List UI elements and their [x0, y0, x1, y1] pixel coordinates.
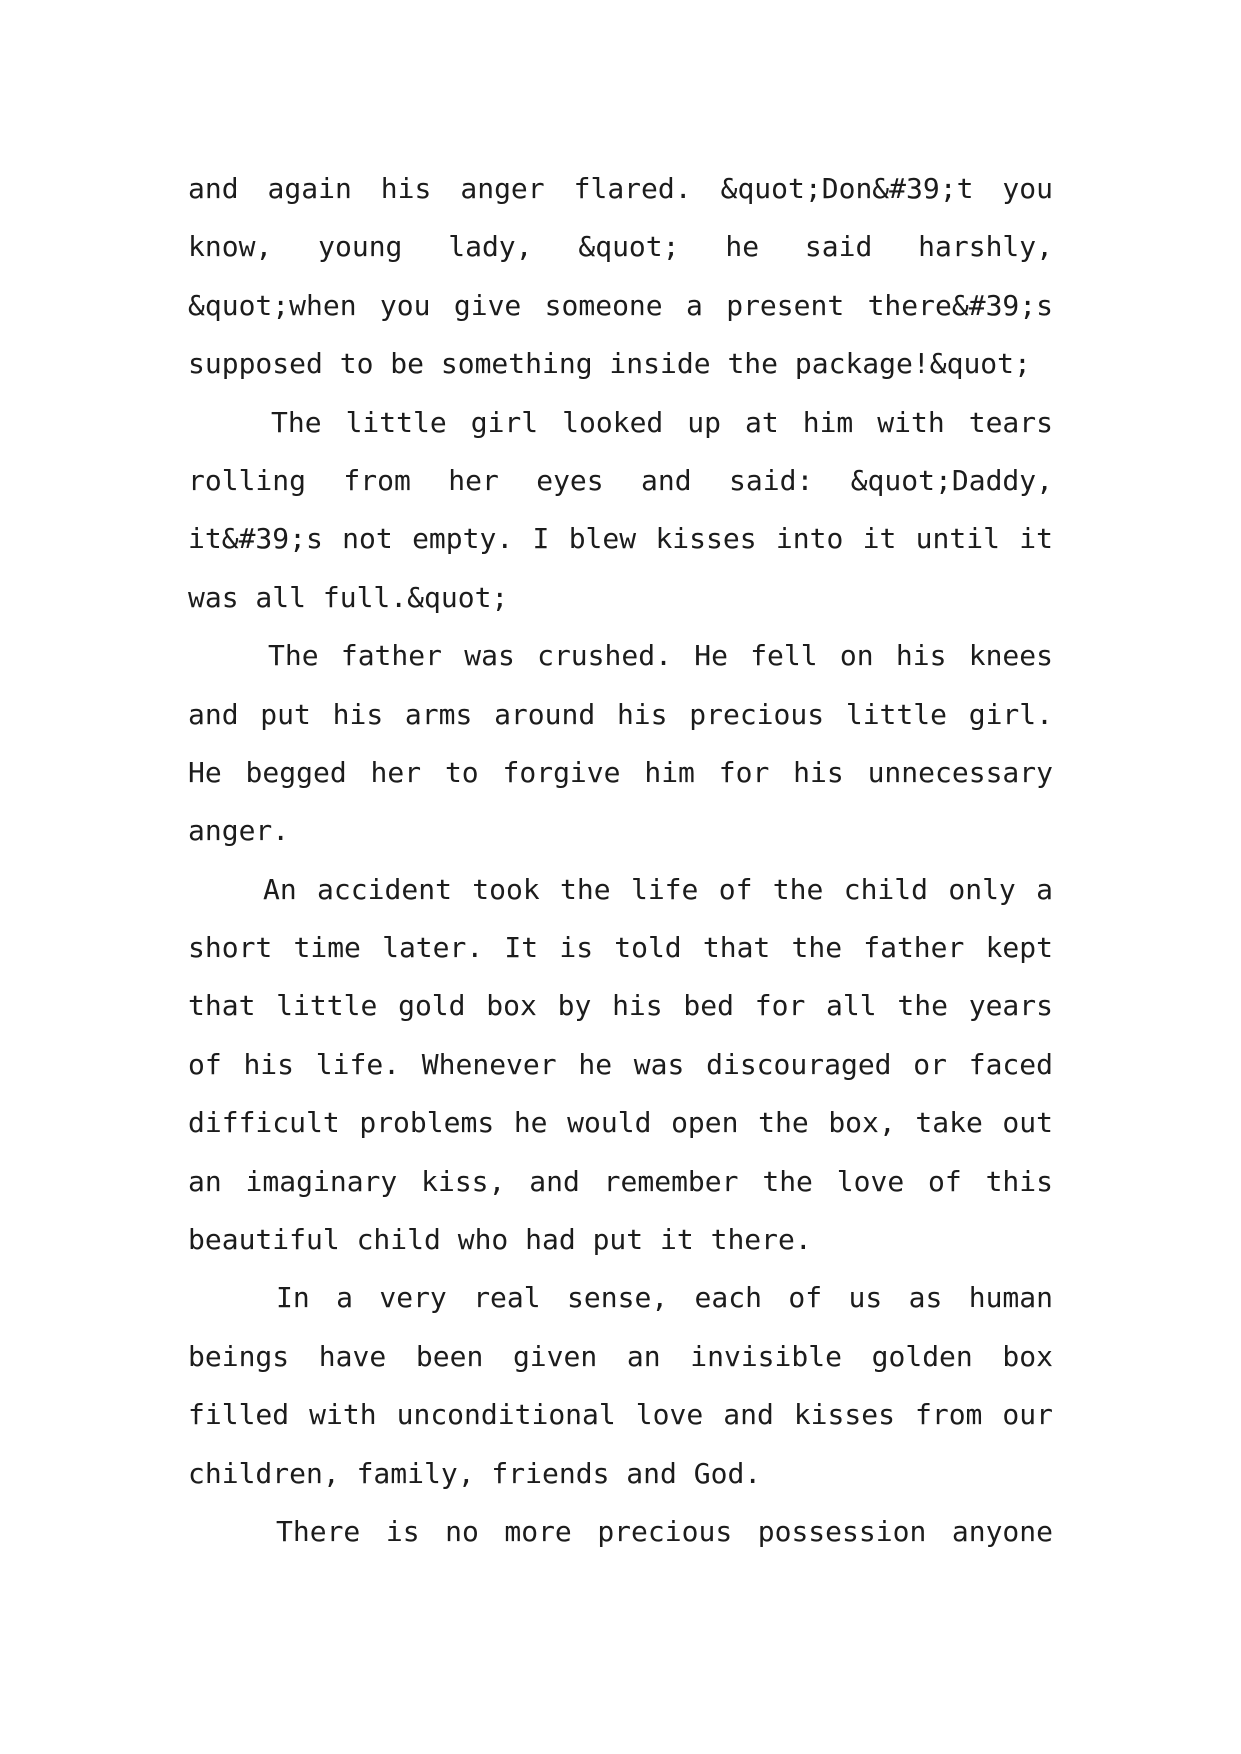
text-line: supposed to be something inside the package!&quot; [188, 347, 1031, 381]
text-line: and put his arms around his precious little girl. [188, 697, 1053, 731]
text-line: He begged her to forgive him for his unnecessary [188, 755, 1053, 789]
text-line: &quot;when you give someone a present there&#39;s [188, 288, 1053, 322]
text-line: An accident took the life of the child only a [263, 872, 1053, 906]
text-line: that little gold box by his bed for all the years [188, 989, 1053, 1023]
text-line: was all full.&quot; [188, 580, 509, 614]
text-line: In a very real sense, each of us as human [276, 1281, 1053, 1315]
text-line: beings have been given an invisible golden box [188, 1339, 1053, 1373]
text-line: children, family, friends and God. [188, 1456, 762, 1490]
text-line: difficult problems he would open the box, take out [188, 1106, 1053, 1140]
text-line: There is no more precious possession anyone [276, 1514, 1053, 1548]
text-line: beautiful child who had put it there. [188, 1223, 812, 1257]
text-line: of his life. Whenever he was discouraged or faced [188, 1047, 1053, 1081]
text-line: The little girl looked up at him with tears [271, 405, 1053, 439]
document-body-text [188, 160, 1053, 1561]
text-line: it&#39;s not empty. I blew kisses into it until it [188, 522, 1053, 556]
text-line: The father was crushed. He fell on his knees [268, 639, 1053, 673]
text-line: filled with unconditional love and kisses from our [188, 1398, 1053, 1432]
text-line: know, young lady, &quot; he said harshly, [188, 230, 1053, 264]
text-line: and again his anger flared. &quot;Don&#39;t you [188, 172, 1053, 205]
text-line: anger. [188, 814, 290, 848]
text-line: rolling from her eyes and said: &quot;Daddy, [188, 463, 1053, 497]
text-line: short time later. It is told that the father kept [188, 931, 1053, 965]
text-line: an imaginary kiss, and remember the love of this [188, 1164, 1053, 1198]
